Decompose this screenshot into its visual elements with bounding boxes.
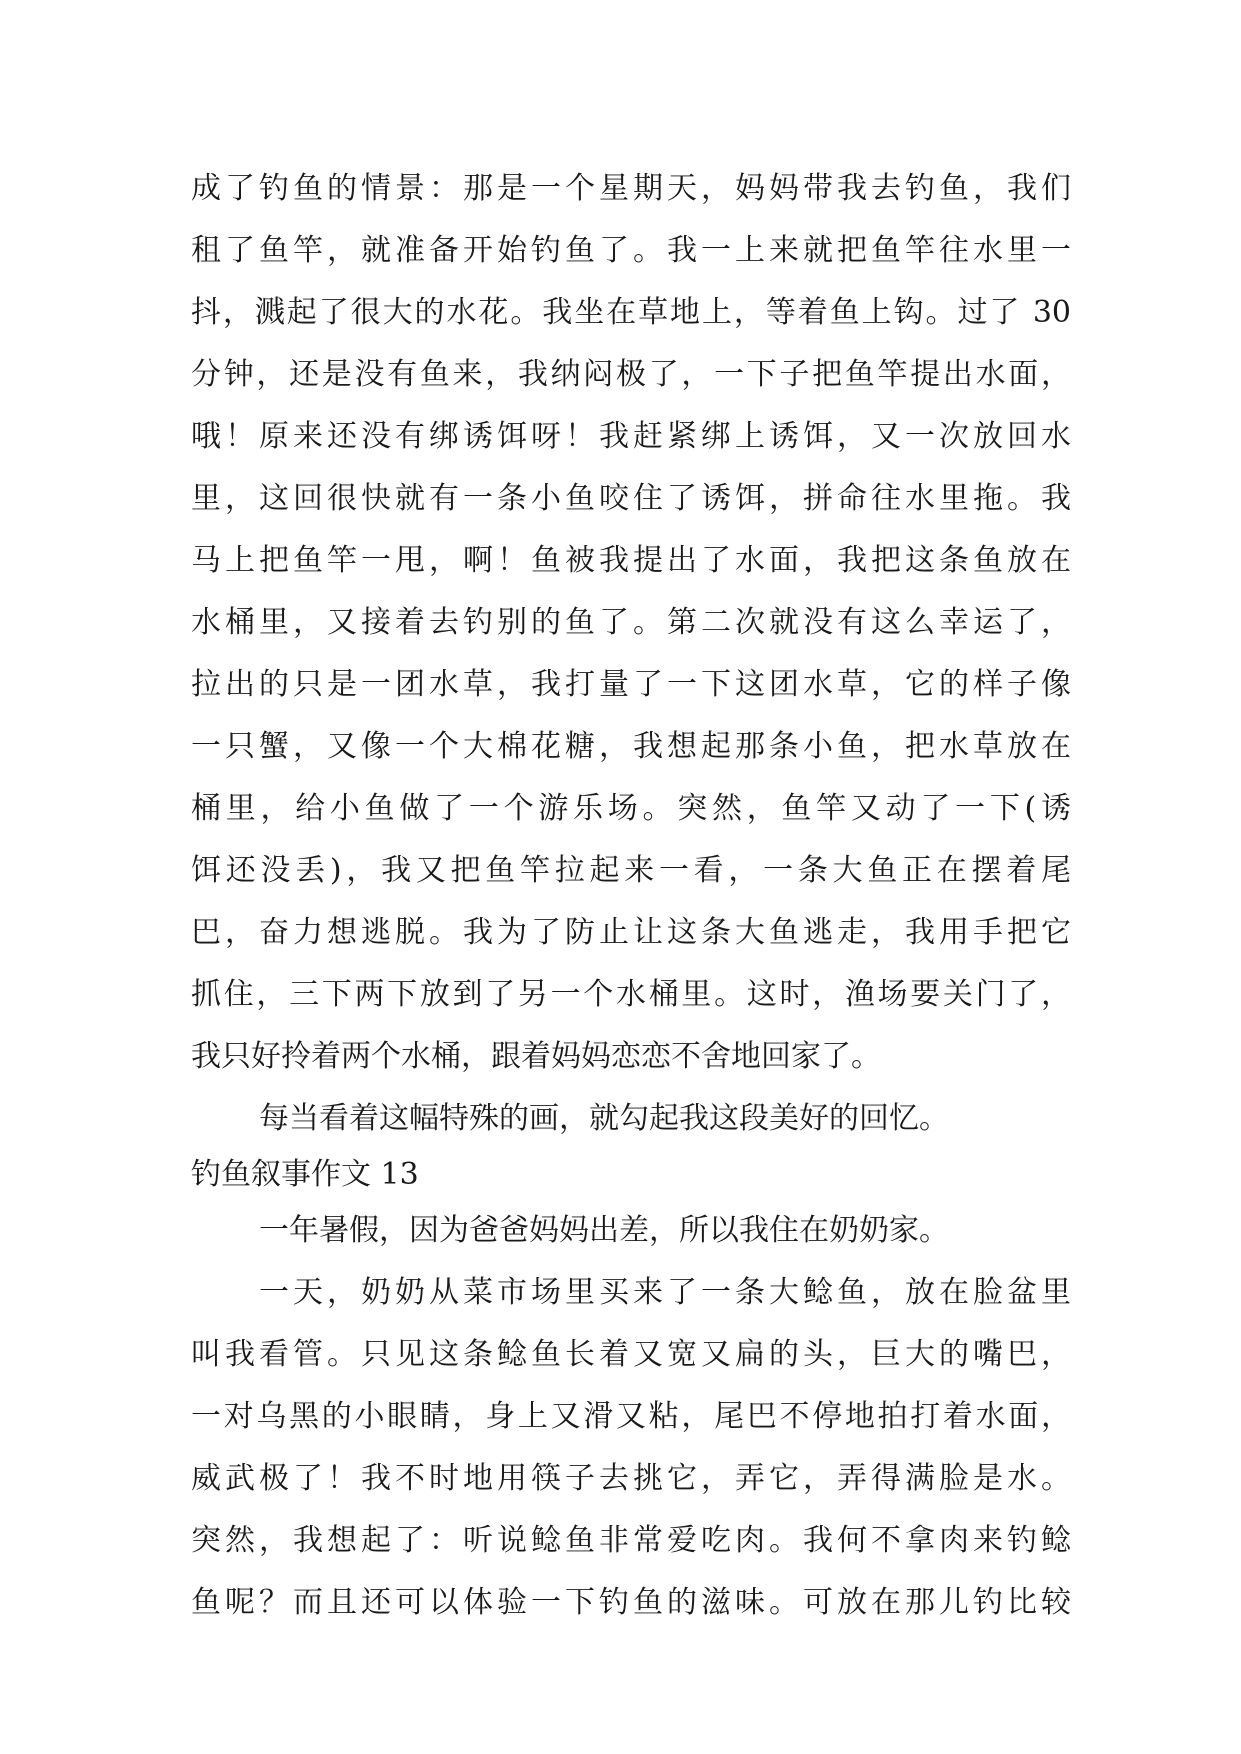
text-line: 里，这回很快就有一条小鱼咬住了诱饵，拼命往水里拖。我 xyxy=(191,481,1071,516)
text-line: 一只蟹，又像一个大棉花糖，我想起那条小鱼，把水草放在 xyxy=(191,729,1071,764)
text-line: 叫我看管。只见这条鲶鱼长着又宽又扁的头，巨大的嘴巴， xyxy=(191,1337,1071,1372)
text-line: 马上把鱼竿一甩，啊！鱼被我提出了水面，我把这条鱼放在 xyxy=(191,543,1071,578)
text-line: 我只好拎着两个水桶，跟着妈妈恋恋不舍地回家了。 xyxy=(191,1039,881,1074)
section-title: 钓鱼叙事作文 13 xyxy=(191,1157,419,1192)
text-line: 威武极了！我不时地用筷子去挑它，弄它，弄得满脸是水。 xyxy=(191,1461,1071,1496)
text-line: 桶里，给小鱼做了一个游乐场。突然，鱼竿又动了一下(诱 xyxy=(191,791,1071,826)
text-line: 哦！原来还没有绑诱饵呀！我赶紧绑上诱饵，又一次放回水 xyxy=(191,419,1071,454)
text-line: 拉出的只是一团水草，我打量了一下这团水草，它的样子像 xyxy=(191,667,1071,702)
text-line: 一对乌黑的小眼睛，身上又滑又粘，尾巴不停地拍打着水面， xyxy=(191,1399,1071,1434)
paragraph-fishing-memory xyxy=(191,158,1071,1088)
text-line: 分钟，还是没有鱼来，我纳闷极了，一下子把鱼竿提出水面， xyxy=(191,357,1071,392)
text-line: 巴，奋力想逃脱。我为了防止让这条大鱼逃走，我用手把它 xyxy=(191,915,1071,950)
text-line: 突然，我想起了：听说鲶鱼非常爱吃肉。我何不拿肉来钓鲶 xyxy=(191,1523,1071,1558)
paragraph-summer-holiday: 一年暑假，因为爸爸妈妈出差，所以我住在奶奶家。 xyxy=(259,1213,949,1248)
paragraph-closing-memory: 每当看着这幅特殊的画，就勾起我这段美好的回忆。 xyxy=(259,1101,949,1136)
paragraph-catfish xyxy=(191,1262,1071,1634)
text-line: 抓住，三下两下放到了另一个水桶里。这时，渔场要关门了， xyxy=(191,977,1071,1012)
text-line: 抖，溅起了很大的水花。我坐在草地上，等着鱼上钩。过了 30 xyxy=(191,295,1071,330)
document-body xyxy=(191,158,1071,1634)
text-line: 水桶里，又接着去钓别的鱼了。第二次就没有这么幸运了， xyxy=(191,605,1071,640)
text-line: 成了钓鱼的情景：那是一个星期天，妈妈带我去钓鱼，我们 xyxy=(191,171,1071,206)
text-line: 租了鱼竿，就准备开始钓鱼了。我一上来就把鱼竿往水里一 xyxy=(191,233,1071,268)
text-line: 一天，奶奶从菜市场里买来了一条大鲶鱼，放在脸盆里 xyxy=(259,1275,1071,1310)
text-line: 鱼呢？而且还可以体验一下钓鱼的滋味。可放在那儿钓比较 xyxy=(191,1585,1071,1620)
text-line: 饵还没丢)，我又把鱼竿拉起来一看，一条大鱼正在摆着尾 xyxy=(191,853,1071,888)
